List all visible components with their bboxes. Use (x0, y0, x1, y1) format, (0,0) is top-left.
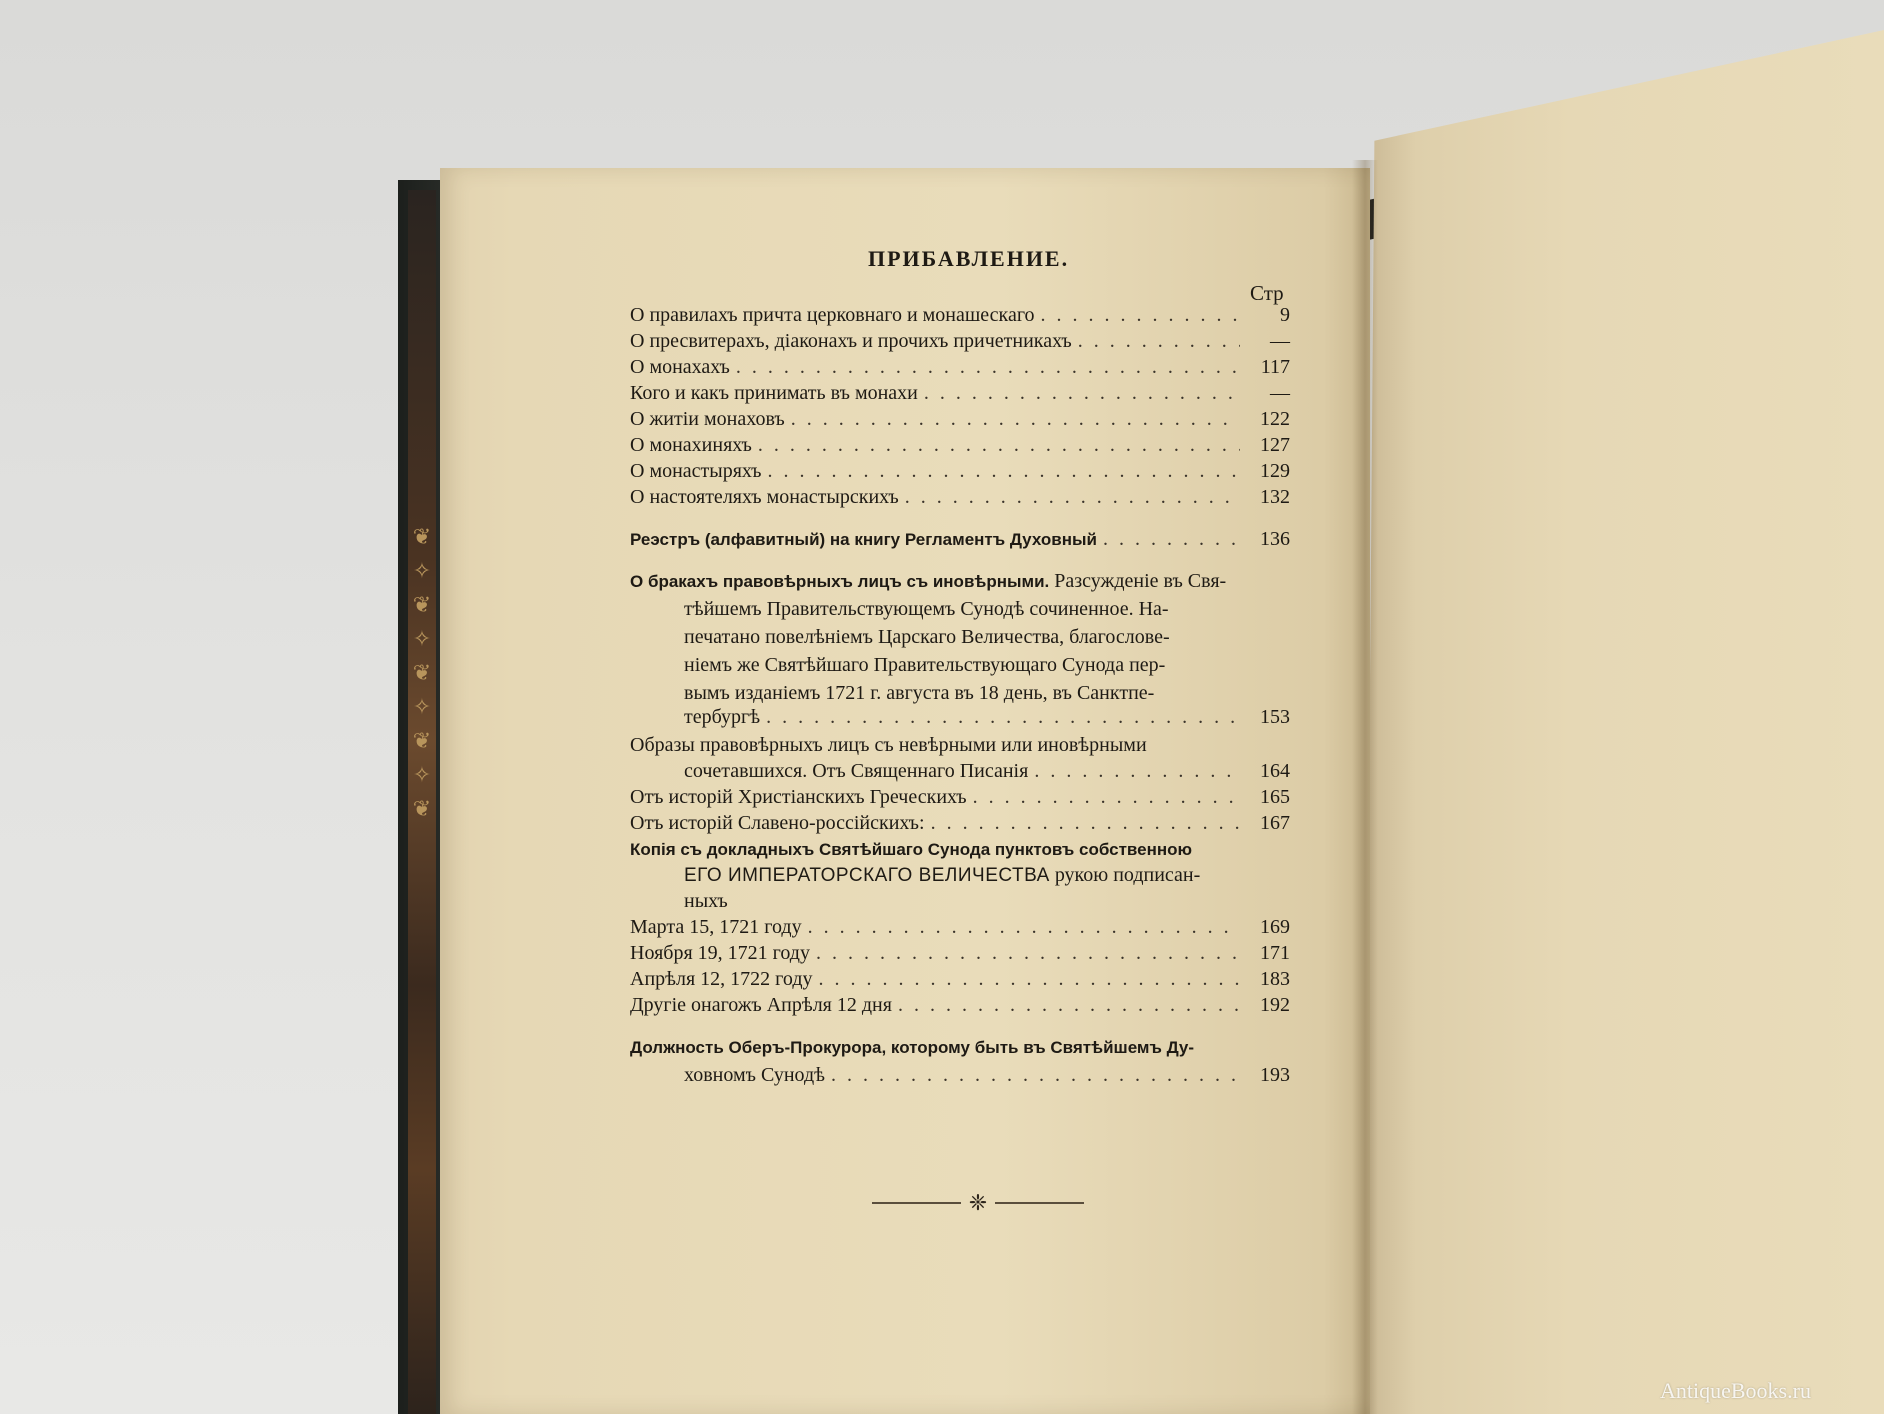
toc-entry-title: Другіе онагожъ Апрѣля 12 дня (630, 994, 892, 1016)
toc-entry (630, 942, 1290, 968)
toc-entry-title: Апрѣля 12, 1722 году (630, 968, 813, 990)
toc-entry-page: 122 (1260, 408, 1290, 430)
ornament-rule (872, 1202, 961, 1204)
toc-entry (630, 460, 1290, 486)
toc-entry-title: О правилахъ причта церковнаго и монашескаго (630, 304, 1035, 326)
watermark: AntiqueBooks.ru (1660, 1378, 1811, 1403)
toc-entry-page: 153 (1260, 706, 1290, 728)
toc-entry-title: тербургѣ (684, 706, 761, 728)
toc-entry-page: 132 (1260, 486, 1290, 508)
toc-entry-line: Образы правовѣрныхъ лицъ съ невѣрными или иновѣрными (630, 734, 1147, 756)
toc-entry-title: О пресвитерахъ, діаконахъ и прочихъ причетникахъ (630, 330, 1072, 352)
toc-entry-page: 136 (1260, 528, 1290, 550)
toc-entry-line (630, 838, 1290, 861)
toc-entry-bold-title: О бракахъ правовѣрныхъ лицъ съ иновѣрными. (630, 572, 1050, 591)
ornament-rule (995, 1202, 1084, 1204)
toc-entry-title: О монахиняхъ (630, 434, 752, 456)
toc-entry-page: 129 (1260, 460, 1290, 482)
toc-entry-line (630, 570, 1290, 593)
page-title: ПРИБАВЛЕНИЕ. (868, 246, 1070, 271)
end-ornament (872, 1188, 1084, 1218)
toc-entry-page: 164 (1260, 760, 1290, 782)
toc-entry-bold-title: Должность Оберъ-Прокурора, которому быть въ Святѣйшемъ Ду- (630, 1038, 1195, 1057)
toc-entry (684, 760, 1290, 786)
toc-entry (630, 434, 1290, 460)
toc-entry (630, 528, 1290, 554)
toc-entry-line: ныхъ (684, 890, 728, 912)
toc-entry-line (684, 864, 1290, 887)
toc-entry-line: вымъ изданіемъ 1721 г. августа въ 18 день, въ Санктпе- (684, 682, 1155, 704)
toc-entry-caps-text: ЕГО ИМПЕРАТОРСКАГО ВЕЛИЧЕСТВА (684, 865, 1050, 886)
toc-entry-title: Реэстръ (алфавитный) на книгу Регламентъ Духовный (630, 530, 1097, 549)
toc-entry-page: 192 (1260, 994, 1290, 1016)
toc-entry (630, 408, 1290, 434)
toc-entry (630, 486, 1290, 512)
toc-entry-line (630, 1036, 1290, 1059)
toc-entry-page: 9 (1280, 304, 1290, 326)
toc-entry-title: О настоятеляхъ монастырскихъ (630, 486, 899, 508)
toc-entry-text: Разсужденіе въ Свя- (1049, 570, 1227, 592)
toc-entry-page: 193 (1260, 1064, 1290, 1086)
toc-entry (630, 786, 1290, 812)
toc-entry-title: Ноября 19, 1721 году (630, 942, 810, 964)
toc-entry-title: Отъ исторій Славено-россійскихъ: (630, 812, 925, 834)
toc-entry-title: Кого и какъ принимать въ монахи (630, 382, 918, 404)
toc-entry-title: О житіи монаховъ (630, 408, 785, 430)
right-page (1364, 30, 1884, 1414)
toc-entry-title: О монастыряхъ (630, 460, 762, 482)
toc-entry (630, 812, 1290, 838)
toc-entry (684, 1064, 1290, 1090)
toc-entry-title: ховномъ Сунодѣ (684, 1064, 826, 1086)
toc-entry-page: 171 (1260, 942, 1290, 964)
toc-entry-line: ніемъ же Святѣйшаго Правительствующаго Сунода пер- (684, 654, 1166, 676)
toc-entry-page: — (1270, 330, 1290, 352)
toc-entry (630, 382, 1290, 408)
page-gutter (1352, 160, 1378, 1414)
toc-entry (630, 356, 1290, 382)
toc-entry-page: 169 (1260, 916, 1290, 938)
toc-entry-page: 167 (1260, 812, 1290, 834)
toc-entry (684, 706, 1290, 732)
toc-entry-line: тѣйшемъ Правительствующемъ Сунодѣ сочиненное. На- (684, 598, 1169, 620)
spine-gilt-decoration: ❦ ✧ ❦ ✧ ❦ ✧ ❦ ✧ ❦ (412, 524, 432, 821)
toc-entry-title: сочетавшихся. Отъ Священнаго Писанія (684, 760, 1029, 782)
toc-entry (630, 994, 1290, 1020)
toc-entry-text: рукою подписан- (1049, 864, 1201, 886)
toc-entry-bold-title: Копія съ докладныхъ Святѣйшаго Сунода пунктовъ собственною (630, 840, 1193, 859)
toc-entry-page: — (1270, 382, 1290, 404)
toc-entry-page: 127 (1260, 434, 1290, 456)
toc-entry-title: О монахахъ (630, 356, 730, 378)
toc-entry-page: 183 (1260, 968, 1290, 990)
toc-entry-line: печатано повелѣніемъ Царскаго Величества, благослове- (684, 626, 1170, 648)
toc-entry-title: Марта 15, 1721 году (630, 916, 802, 938)
toc-entry (630, 330, 1290, 356)
fleuron-icon: ❈ (968, 1190, 988, 1215)
toc-entry-page: 117 (1260, 356, 1290, 378)
toc-entry-page: 165 (1260, 786, 1290, 808)
toc-entry (630, 304, 1290, 330)
toc-entry-title: Отъ исторій Христіанскихъ Греческихъ (630, 786, 967, 808)
toc-entry (630, 968, 1290, 994)
page-column-header: Стр (1250, 281, 1284, 305)
toc-entry (630, 916, 1290, 942)
